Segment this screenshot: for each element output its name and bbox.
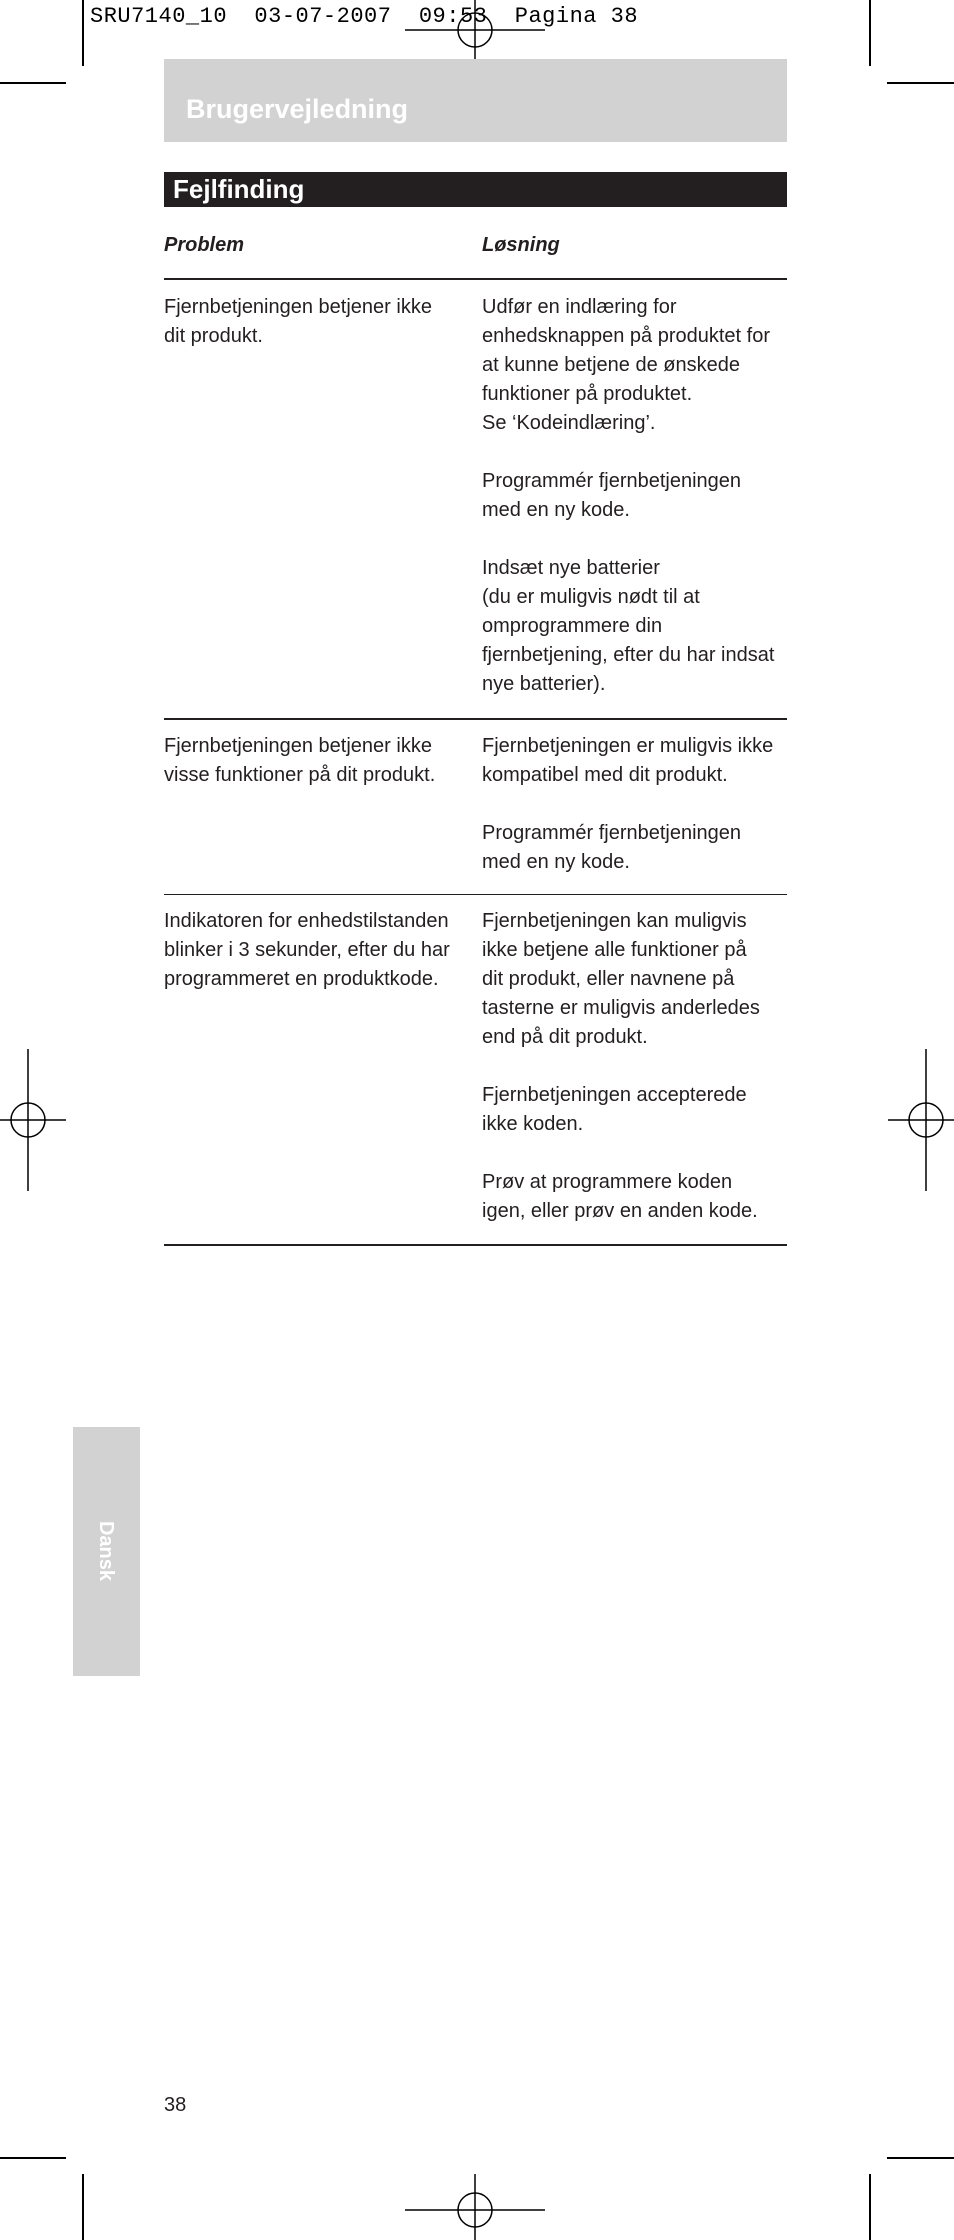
table-row-2-solution xyxy=(482,732,792,877)
crop-mark-top-right-v xyxy=(869,0,871,66)
solution-text: Programmér fjernbetjeningen med en ny kode. xyxy=(482,822,742,873)
crop-mark-bottom-left-v xyxy=(82,2174,84,2240)
problem-text: Fjernbetjeningen betjener ikke visse funktioner på dit produkt. xyxy=(164,735,436,786)
table-rule-row-1 xyxy=(164,718,787,720)
table-row-1-solution xyxy=(482,293,792,699)
solution-text: Fjernbetjeningen er muligvis ikke kompatibel med dit produkt. xyxy=(482,735,774,786)
language-side-label: Dansk xyxy=(95,1520,117,1582)
crop-mark-top-left-v xyxy=(82,0,84,66)
solution-text: Udfør en indlæring for enhedsknappen på produktet for at kunne betjene de ønskede funktioner på produktet. Se ‘Kodeindlæring’. xyxy=(482,296,770,434)
crop-mark-top-left-h xyxy=(0,82,66,84)
table-rule-row-2 xyxy=(164,894,787,895)
solution-text: Fjernbetjeningen kan muligvis ikke betjene alle funktioner på dit produkt, eller navnene på tasterne er muligvis anderledes end på dit produkt. xyxy=(482,910,760,1048)
table-rule-header xyxy=(164,278,787,280)
registration-mark-top xyxy=(405,0,545,68)
column-header-solution: Løsning xyxy=(482,234,560,256)
registration-mark-bottom xyxy=(405,2172,545,2240)
solution-text: Indsæt nye batterier (du er muligvis nødt til at omprogrammere din fjernbetjening, efter du har indsat nye batterier). xyxy=(482,557,775,695)
section-title: Fejlfinding xyxy=(173,174,305,204)
manual-title: Brugervejledning xyxy=(186,94,409,124)
problem-text: Fjernbetjeningen betjener ikke dit produkt. xyxy=(164,296,432,347)
solution-text: Fjernbetjeningen accepterede ikke koden. xyxy=(482,1084,747,1135)
print-slug-line: SRU7140_10 03-07-2007 09:53 Pagina 38 xyxy=(90,4,639,29)
crop-mark-bottom-right-h xyxy=(887,2157,954,2159)
solution-text: Prøv at programmere koden igen, eller prøv en anden kode. xyxy=(482,1171,758,1222)
solution-text: Programmér fjernbetjeningen med en ny kode. xyxy=(482,470,742,521)
problem-text: Indikatoren for enhedstilstanden blinker i 3 sekunder, efter du har programmeret en produktkode. xyxy=(164,910,450,990)
page-number: 38 xyxy=(164,2094,187,2116)
registration-mark-right xyxy=(888,1049,954,1191)
table-rule-bottom xyxy=(164,1244,787,1246)
table-row-2-problem xyxy=(164,732,474,790)
table-row-3-solution xyxy=(482,907,792,1226)
crop-mark-top-right-h xyxy=(887,82,954,84)
table-row-3-problem xyxy=(164,907,474,994)
registration-mark-left xyxy=(0,1049,66,1191)
table-row-1-problem xyxy=(164,293,474,351)
column-header-problem: Problem xyxy=(164,234,245,256)
crop-mark-bottom-left-h xyxy=(0,2157,66,2159)
crop-mark-bottom-right-v xyxy=(869,2174,871,2240)
